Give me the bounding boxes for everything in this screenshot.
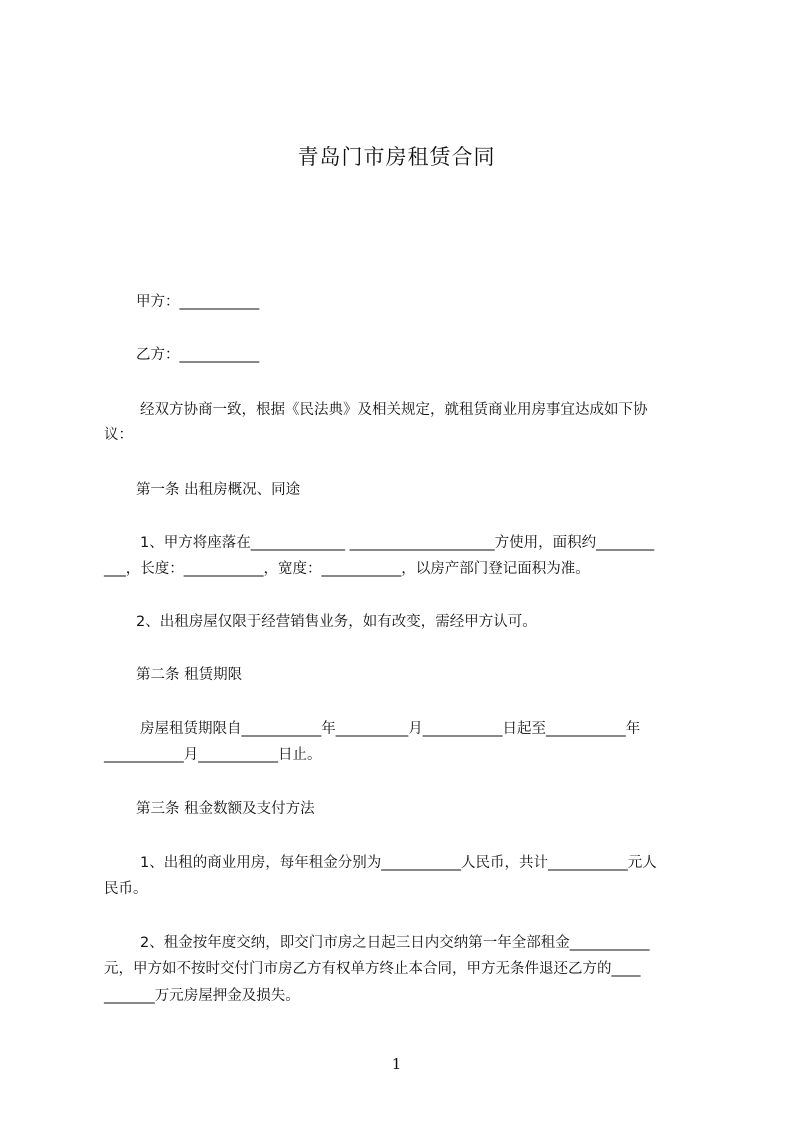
article-1-para-2: 2、出租房屋仅限于经营销售业务，如有改变，需经甲方认可。: [136, 614, 537, 630]
article-3-para-2-line-3: _______万元房屋押金及损失。: [104, 988, 300, 1004]
article-3-para-2-line-2: 元，甲方如不按时交付门市房乙方有权单方终止本合同，甲方无条件退还乙方的____: [104, 961, 641, 977]
article-2-line-2: ___________月___________日止。: [104, 747, 322, 763]
article-3-para-2-line-1: 2、租金按年度交纳，即交门市房之日起三日内交纳第一年全部租金___________: [140, 935, 650, 951]
article-1-heading: 第一条 出租房概况、同途: [136, 482, 301, 498]
article-1-para-1-line-1: 1、甲方将座落在_____________ ____________________方使用，面积约________: [140, 535, 655, 551]
article-2-line-1: 房屋租赁期限自___________年__________月___________日起至___________年: [140, 721, 641, 737]
party-a-line: 甲方：___________: [136, 294, 260, 310]
page-title: 青岛门市房租赁合同: [297, 145, 496, 169]
intro-line-2: 议：: [104, 427, 133, 443]
article-3-heading: 第三条 租金数额及支付方法: [136, 801, 315, 817]
intro-line-1: 经双方协商一致，根据《民法典》及相关规定，就租赁商业用房事宜达成如下协: [140, 402, 648, 418]
article-3-para-1-line-2: 民币。: [104, 881, 148, 897]
page-number: 1: [391, 1055, 402, 1073]
article-3-para-1-line-1: 1、出租的商业用房，每年租金分别为___________人民币，共计___________元人: [140, 855, 657, 871]
party-b-line: 乙方：___________: [136, 347, 260, 363]
article-2-heading: 第二条 租赁期限: [136, 667, 243, 683]
article-1-para-1-line-2: ___，长度：___________，宽度：___________，以房产部门登记面积为准。: [104, 561, 590, 577]
